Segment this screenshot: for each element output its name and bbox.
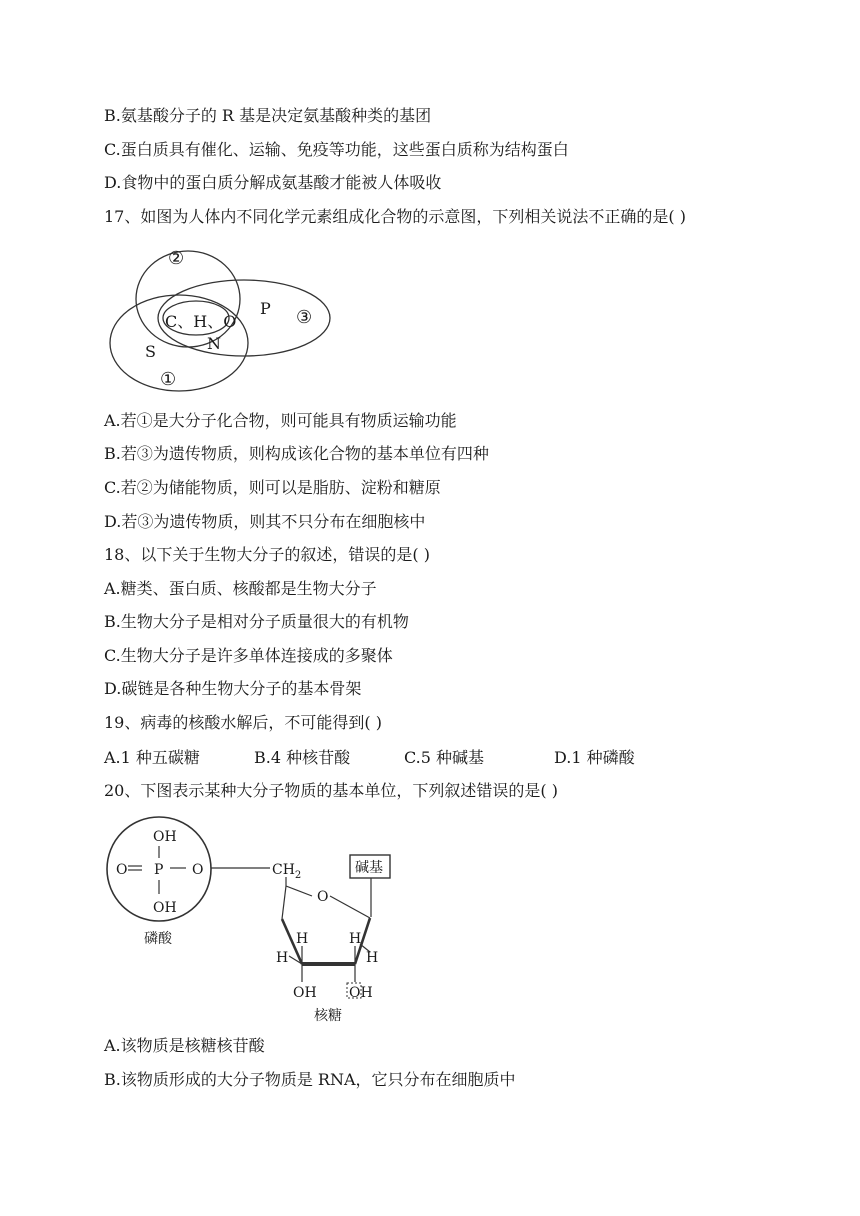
- sugar-h-upper-left: H: [296, 931, 309, 947]
- option-c-line: C.蛋白质具有催化、运输、免疫等功能，这些蛋白质称为结构蛋白: [104, 140, 569, 159]
- q19-option-a: A.1 种五碳糖: [104, 748, 200, 767]
- q19-option-d: D.1 种磷酸: [554, 748, 635, 767]
- venn-diagram: [104, 238, 334, 398]
- venn-label-3: ③: [296, 307, 313, 328]
- sugar-ch2: $CH_2$: [272, 862, 302, 881]
- q18-option-d: D.碳链是各种生物大分子的基本骨架: [104, 679, 362, 698]
- phosphate-oh-top: OH: [153, 829, 177, 845]
- venn-element-s: S: [145, 342, 156, 361]
- question-19: 19、病毒的核酸水解后，不可能得到( ): [104, 713, 382, 732]
- sugar-h-right: H: [366, 950, 379, 966]
- phosphate-oh-bottom: OH: [153, 900, 177, 916]
- phosphate-o-right: O: [192, 862, 204, 878]
- q18-option-c: C.生物大分子是许多单体连接成的多聚体: [104, 646, 393, 665]
- phosphate-p: P: [154, 862, 164, 878]
- question-18: 18、以下关于生物大分子的叙述，错误的是( ): [104, 545, 430, 564]
- question-20: 20、下图表示某种大分子物质的基本单位，下列叙述错误的是( ): [104, 781, 558, 800]
- venn-element-p: P: [260, 299, 271, 318]
- q17-option-c: C.若②为储能物质，则可以是脂肪、淀粉和糖原: [104, 478, 441, 497]
- option-d-line: D.食物中的蛋白质分解成氨基酸才能被人体吸收: [104, 173, 442, 192]
- sugar-label: 核糖: [314, 1008, 342, 1024]
- base-label: 碱基: [355, 860, 383, 876]
- q18-option-a: A.糖类、蛋白质、核酸都是生物大分子: [104, 579, 377, 598]
- venn-label-1: ①: [160, 369, 177, 390]
- q18-option-b: B.生物大分子是相对分子质量很大的有机物: [104, 612, 409, 631]
- q19-option-c: C.5 种碱基: [404, 748, 485, 767]
- ring-oxygen: O: [317, 889, 329, 905]
- q19-option-b: B.4 种核苷酸: [254, 748, 351, 767]
- q20-option-b: B.该物质形成的大分子物质是 RNA，它只分布在细胞质中: [104, 1070, 516, 1089]
- q17-option-b: B.若③为遗传物质，则构成该化合物的基本单位有四种: [104, 444, 489, 463]
- phosphate-o-left: O: [116, 862, 128, 878]
- q20-option-a: A.该物质是核糖核苷酸: [104, 1036, 265, 1055]
- q17-option-a: A.若①是大分子化合物，则可能具有物质运输功能: [104, 411, 457, 430]
- sugar-oh-left: OH: [293, 985, 317, 1001]
- option-b-line: B.氨基酸分子的 R 基是决定氨基酸种类的基团: [104, 106, 432, 125]
- nucleotide-diagram: [104, 812, 404, 1028]
- venn-label-2: ②: [168, 248, 185, 269]
- sugar-h-left: H: [276, 950, 289, 966]
- sugar-h-upper-right: H: [349, 931, 362, 947]
- sugar-oh-right: OH: [349, 985, 373, 1001]
- q19-options: [104, 745, 744, 767]
- venn-center-elements: C、H、O: [165, 312, 237, 331]
- phosphate-label: 磷酸: [144, 931, 172, 947]
- question-17: 17、如图为人体内不同化学元素组成化合物的示意图，下列相关说法不正确的是( ): [104, 207, 686, 226]
- venn-element-n: N: [207, 334, 221, 353]
- q17-option-d: D.若③为遗传物质，则其不只分布在细胞核中: [104, 512, 426, 531]
